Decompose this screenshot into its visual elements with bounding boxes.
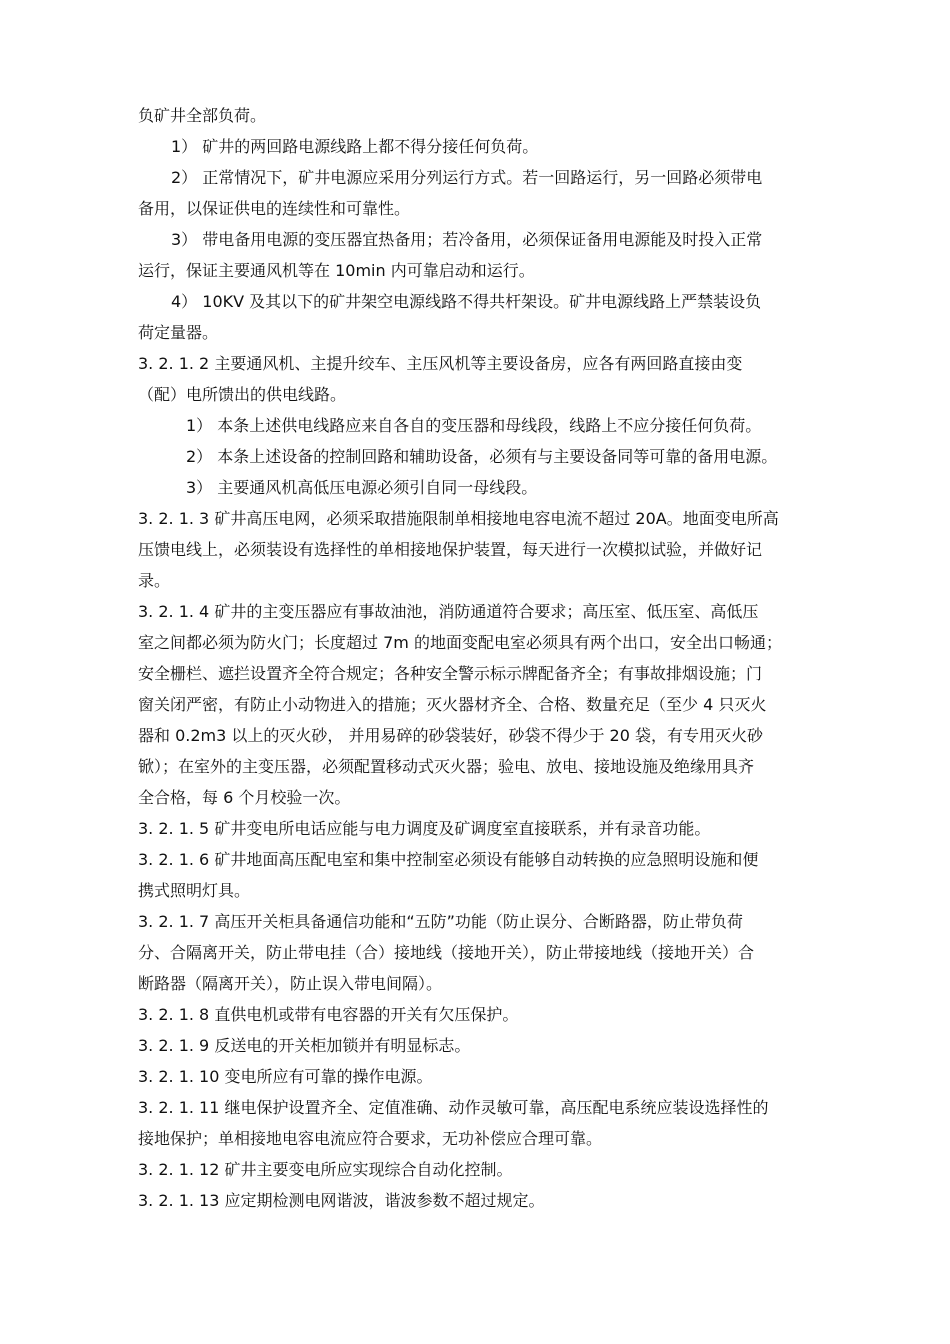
text-line: 全合格，每 6 个月校验一次。 (138, 788, 351, 807)
list-item: 1） 矿井的两回路电源线路上都不得分接任何负荷。 (171, 137, 539, 156)
list-item: 2） 正常情况下，矿井电源应采用分列运行方式。若一回路运行，另一回路必须带电 (171, 168, 763, 187)
text-line: 断路器（隔离开关），防止误入带电间隔）。 (138, 974, 443, 993)
list-item: 4） 10KV 及其以下的矿井架空电源线路不得共杆架设。矿井电源线路上严禁装设负 (171, 292, 762, 311)
text-line: 分、合隔离开关，防止带电挂（合）接地线（接地开关），防止带接地线（接地开关）合 (138, 943, 755, 962)
text-line: 负矿井全部负荷。 (138, 106, 267, 125)
clause-heading: 3. 2. 1. 11 继电保护设置齐全、定值准确、动作灵敏可靠，高压配电系统应装设选择性的 (138, 1098, 769, 1117)
text-line: 室之间都必须为防火门；长度超过 7m 的地面变配电室必须具有两个出口，安全出口畅通； (138, 633, 782, 652)
clause-heading: 3. 2. 1. 8 直供电机或带有电容器的开关有欠压保护。 (138, 1005, 519, 1024)
list-item: 3） 主要通风机高低压电源必须引自同一母线段。 (186, 478, 538, 497)
clause-heading: 3. 2. 1. 3 矿井高压电网，必须采取措施限制单相接地电容电流不超过 20A。地面变电所高 (138, 509, 779, 528)
text-line: 接地保护；单相接地电容电流应符合要求，无功补偿应合理可靠。 (138, 1129, 603, 1148)
text-line: 窗关闭严密，有防止小动物进入的措施；灭火器材齐全、合格、数量充足（至少 4 只灭火 (138, 695, 767, 714)
list-item: 1） 本条上述供电线路应来自各自的变压器和母线段，线路上不应分接任何负荷。 (186, 416, 762, 435)
clause-heading: 3. 2. 1. 12 矿井主要变电所应实现综合自动化控制。 (138, 1160, 513, 1179)
text-line: 录。 (138, 571, 171, 590)
text-line: 备用，以保证供电的连续性和可靠性。 (138, 199, 411, 218)
text-line: 压馈电线上，必须装设有选择性的单相接地保护装置，每天进行一次模拟试验，并做好记 (138, 540, 763, 559)
text-line: 器和 0.2m3 以上的灭火砂， 并用易碎的砂袋装好，砂袋不得少于 20 袋，有专用灭火砂 (138, 726, 764, 745)
text-line: 锨）；在室外的主变压器，必须配置移动式灭火器；验电、放电、接地设施及绝缘用具齐 (138, 757, 755, 776)
clause-heading: 3. 2. 1. 13 应定期检测电网谐波，谐波参数不超过规定。 (138, 1191, 545, 1210)
clause-heading: 3. 2. 1. 2 主要通风机、主提升绞车、主压风机等主要设备房，应各有两回路直接由变 (138, 354, 743, 373)
clause-heading: 3. 2. 1. 4 矿井的主变压器应有事故油池，消防通道符合要求；高压室、低压室、高低压 (138, 602, 759, 621)
list-item: 2） 本条上述设备的控制回路和辅助设备，必须有与主要设备同等可靠的备用电源。 (186, 447, 778, 466)
text-line: 携式照明灯具。 (138, 881, 251, 900)
document-body (138, 100, 820, 1218)
text-line: 荷定量器。 (138, 323, 219, 342)
text-line: （配）电所馈出的供电线路。 (138, 385, 347, 404)
clause-heading: 3. 2. 1. 6 矿井地面高压配电室和集中控制室必须设有能够自动转换的应急照明设施和便 (138, 850, 759, 869)
text-line: 运行，保证主要通风机等在 10min 内可靠启动和运行。 (138, 261, 535, 280)
clause-heading: 3. 2. 1. 9 反送电的开关柜加锁并有明显标志。 (138, 1036, 471, 1055)
clause-heading: 3. 2. 1. 10 变电所应有可靠的操作电源。 (138, 1067, 433, 1086)
clause-heading: 3. 2. 1. 5 矿井变电所电话应能与电力调度及矿调度室直接联系，并有录音功能。 (138, 819, 711, 838)
text-line: 安全栅栏、遮拦设置齐全符合规定；各种安全警示标示牌配备齐全；有事故排烟设施；门 (138, 664, 763, 683)
list-item: 3） 带电备用电源的变压器宜热备用；若冷备用，必须保证备用电源能及时投入正常 (171, 230, 763, 249)
clause-heading: 3. 2. 1. 7 高压开关柜具备通信功能和“五防”功能（防止误分、合断路器，防止带负荷 (138, 912, 743, 931)
